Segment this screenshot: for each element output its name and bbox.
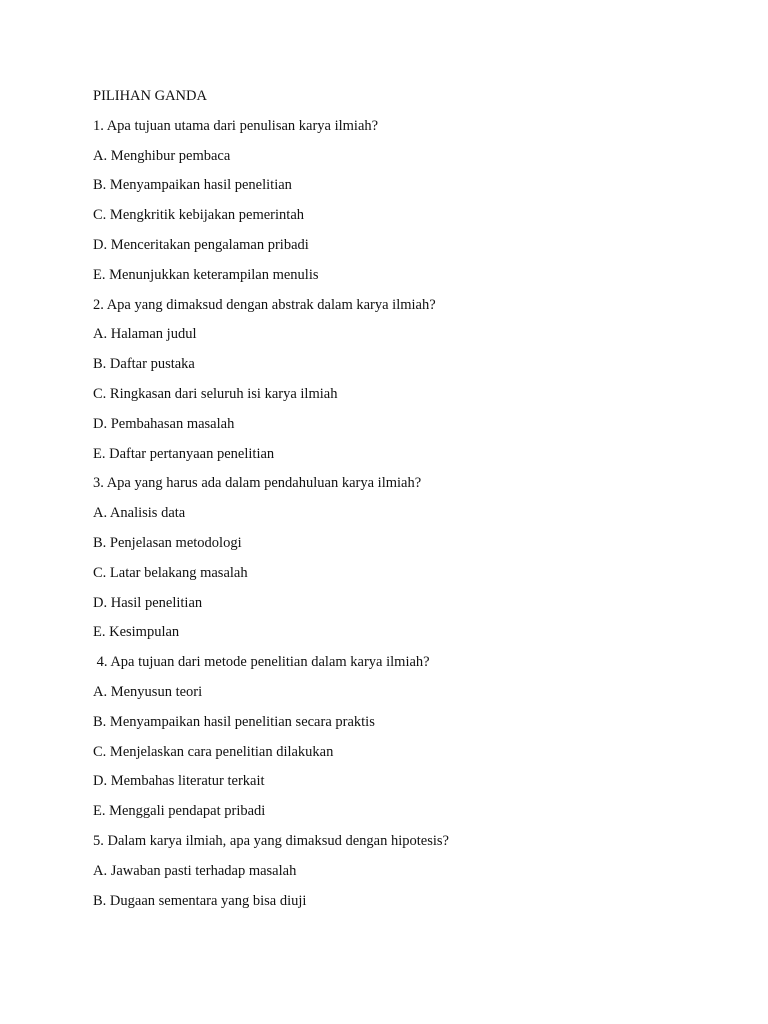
question-2-option-d: D. Pembahasan masalah xyxy=(93,415,235,432)
question-2: 2. Apa yang dimaksud dengan abstrak dalam karya ilmiah? xyxy=(93,296,436,313)
question-2-option-e: E. Daftar pertanyaan penelitian xyxy=(93,445,275,462)
question-5-option-b: B. Dugaan sementara yang bisa diuji xyxy=(93,892,307,909)
question-3-option-d: D. Hasil penelitian xyxy=(93,594,203,611)
question-1-option-a: A. Menghibur pembaca xyxy=(93,147,231,164)
question-3-option-b: B. Penjelasan metodologi xyxy=(93,534,242,551)
question-1: 1. Apa tujuan utama dari penulisan karya ilmiah? xyxy=(93,117,379,134)
question-1-option-c: C. Mengkritik kebijakan pemerintah xyxy=(93,207,305,224)
question-4-option-a: A. Menyusun teori xyxy=(93,683,203,700)
question-1-option-e: E. Menunjukkan keterampilan menulis xyxy=(93,266,319,283)
question-2-option-b: B. Daftar pustaka xyxy=(93,356,195,373)
question-1-option-b: B. Menyampaikan hasil penelitian xyxy=(93,177,292,194)
question-4-option-b: B. Menyampaikan hasil penelitian secara praktis xyxy=(93,713,375,730)
question-4-option-c: C. Menjelaskan cara penelitian dilakukan xyxy=(93,743,334,760)
question-3-option-e: E. Kesimpulan xyxy=(93,624,180,641)
question-3-option-a: A. Analisis data xyxy=(93,505,186,522)
document-body xyxy=(93,86,713,920)
question-4-option-e: E. Menggali pendapat pribadi xyxy=(93,803,266,820)
question-5-option-a: A. Jawaban pasti terhadap masalah xyxy=(93,862,297,879)
question-4-option-d: D. Membahas literatur terkait xyxy=(93,773,265,790)
question-3-option-c: C. Latar belakang masalah xyxy=(93,564,248,581)
section-heading: PILIHAN GANDA xyxy=(93,88,207,104)
question-5: 5. Dalam karya ilmiah, apa yang dimaksud dengan hipotesis? xyxy=(93,832,449,849)
question-1-option-d: D. Menceritakan pengalaman pribadi xyxy=(93,236,309,253)
question-2-option-c: C. Ringkasan dari seluruh isi karya ilmiah xyxy=(93,385,338,402)
question-4: 4. Apa tujuan dari metode penelitian dalam karya ilmiah? xyxy=(93,654,430,671)
question-3: 3. Apa yang harus ada dalam pendahuluan karya ilmiah? xyxy=(93,475,422,492)
question-2-option-a: A. Halaman judul xyxy=(93,326,197,343)
